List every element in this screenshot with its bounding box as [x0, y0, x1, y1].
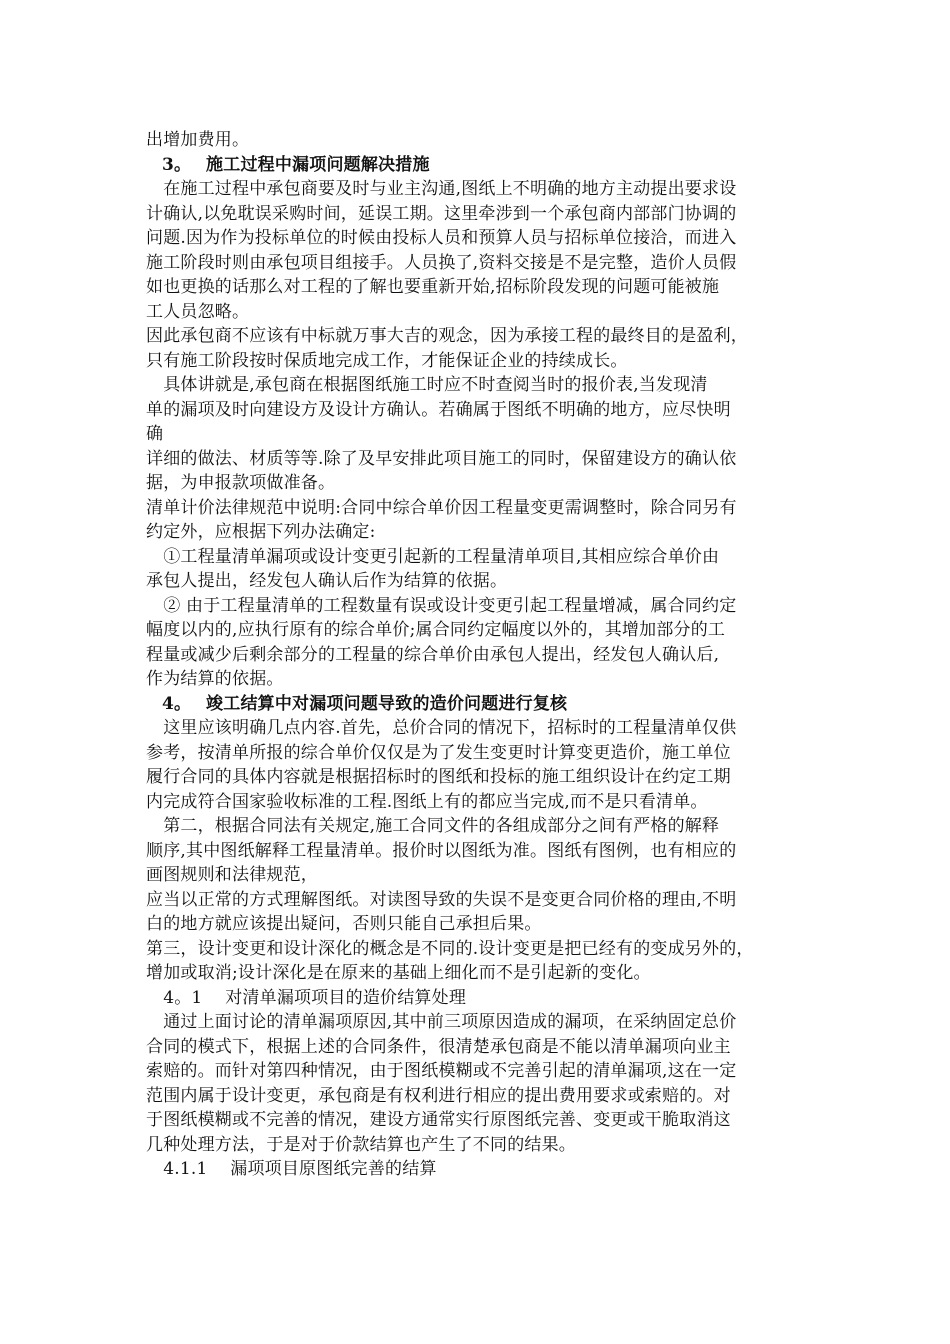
- text-line: 范围内属于设计变更，承包商是有权利进行相应的提出费用要求或索赔的。对: [146, 1086, 731, 1106]
- text-line: 于图纸模糊或不完善的情况，建设方通常实行原图纸完善、变更或干脆取消这: [146, 1110, 731, 1130]
- text-line: 只有施工阶段按时保质地完成工作，才能保证企业的持续成长。: [146, 351, 628, 371]
- text-line: 应当以正常的方式理解图纸。对读图导致的失误不是变更合同价格的理由,不明: [146, 890, 737, 910]
- text-line: 详细的做法、材质等等.除了及早安排此项目施工的同时，保留建设方的确认依: [146, 449, 737, 469]
- text-line: 工人员忽略。: [146, 302, 250, 322]
- text-line: 幅度以内的,应执行原有的综合单价;属合同约定幅度以外的，其增加部分的工: [146, 620, 726, 640]
- text-line: 约定外，应根据下列办法确定:: [146, 522, 376, 542]
- text-line: 具体讲就是,承包商在根据图纸施工时应不时查阅当时的报价表,当发现清: [146, 375, 708, 395]
- text-line: 内完成符合国家验收标准的工程.图纸上有的都应当完成,而不是只看清单。: [146, 792, 708, 812]
- text-line: 如也更换的话那么对工程的了解也要重新开始,招标阶段发现的问题可能被施: [146, 277, 720, 297]
- text-line: 施工阶段时则由承包项目组接手。人员换了,资料交接是不是完整，造价人员假: [146, 253, 737, 273]
- text-line: 白的地方就应该提出疑问，否则只能自己承担后果。: [146, 914, 542, 934]
- text-line: 出增加费用。: [146, 130, 250, 150]
- text-line: 索赔的。而针对第四种情况，由于图纸模糊或不完善引起的清单漏项,这在一定: [146, 1061, 737, 1081]
- text-line: 几种处理方法，于是对于价款结算也产生了不同的结果。: [146, 1135, 576, 1155]
- text-line: 画图规则和法律规范，: [146, 865, 318, 885]
- text-line: 问题.因为作为投标单位的时候由投标人员和预算人员与招标单位接洽，而进入: [146, 228, 737, 248]
- text-line: 参考，按清单所报的综合单价仅仅是为了发生变更时计算变更造价，施工单位: [146, 743, 731, 763]
- text-line: 计确认,以免耽误采购时间，延误工期。这里牵涉到一个承包商内部部门协调的: [146, 204, 737, 224]
- text-line: 顺序,其中图纸解释工程量清单。报价时以图纸为准。图纸有图例，也有相应的: [146, 841, 737, 861]
- text-line: 在施工过程中承包商要及时与业主沟通,图纸上不明确的地方主动提出要求设: [146, 179, 737, 199]
- section-heading: 3。 施工过程中漏项问题解决措施: [162, 155, 430, 175]
- text-line: 通过上面讨论的清单漏项原因,其中前三项原因造成的漏项，在采纳固定总价: [146, 1012, 737, 1032]
- text-line: 作为结算的依据。: [146, 669, 284, 689]
- subsection-heading: 4.1.1 漏项项目原图纸完善的结算: [146, 1159, 437, 1179]
- text-line: 确: [146, 424, 164, 444]
- text-line: 这里应该明确几点内容.首先，总价合同的情况下，招标时的工程量清单仅供: [146, 718, 737, 738]
- text-line: ② 由于工程量清单的工程数量有误或设计变更引起工程量增减，属合同约定: [146, 596, 737, 616]
- text-line: 据，为申报款项做准备。: [146, 473, 336, 493]
- text-line: ①工程量清单漏项或设计变更引起新的工程量清单项目,其相应综合单价由: [146, 547, 720, 567]
- section-heading: 4。 竣工结算中对漏项问题导致的造价问题进行复核: [162, 694, 568, 714]
- text-line: 第二，根据合同法有关规定,施工合同文件的各组成部分之间有严格的解释: [146, 816, 720, 836]
- text-line: 因此承包商不应该有中标就万事大吉的观念，因为承接工程的最终目的是盈利，: [146, 326, 748, 346]
- text-line: 履行合同的具体内容就是根据招标时的图纸和投标的施工组织设计在约定工期: [146, 767, 731, 787]
- text-line: 单的漏项及时向建设方及设计方确认。若确属于图纸不明确的地方，应尽快明: [146, 400, 731, 420]
- subsection-heading: 4。1 对清单漏项项目的造价结算处理: [146, 988, 467, 1008]
- text-line: 清单计价法律规范中说明:合同中综合单价因工程量变更需调整时，除合同另有: [146, 498, 737, 518]
- text-line: 承包人提出，经发包人确认后作为结算的依据。: [146, 571, 508, 591]
- text-line: 合同的模式下，根据上述的合同条件，很清楚承包商是不能以清单漏项向业主: [146, 1037, 731, 1057]
- text-line: 第三，设计变更和设计深化的概念是不同的.设计变更是把已经有的变成另外的，: [146, 939, 754, 959]
- text-line: 增加或取消;设计深化是在原来的基础上细化而不是引起新的变化。: [146, 963, 651, 983]
- text-line: 程量或减少后剩余部分的工程量的综合单价由承包人提出，经发包人确认后,: [146, 645, 720, 665]
